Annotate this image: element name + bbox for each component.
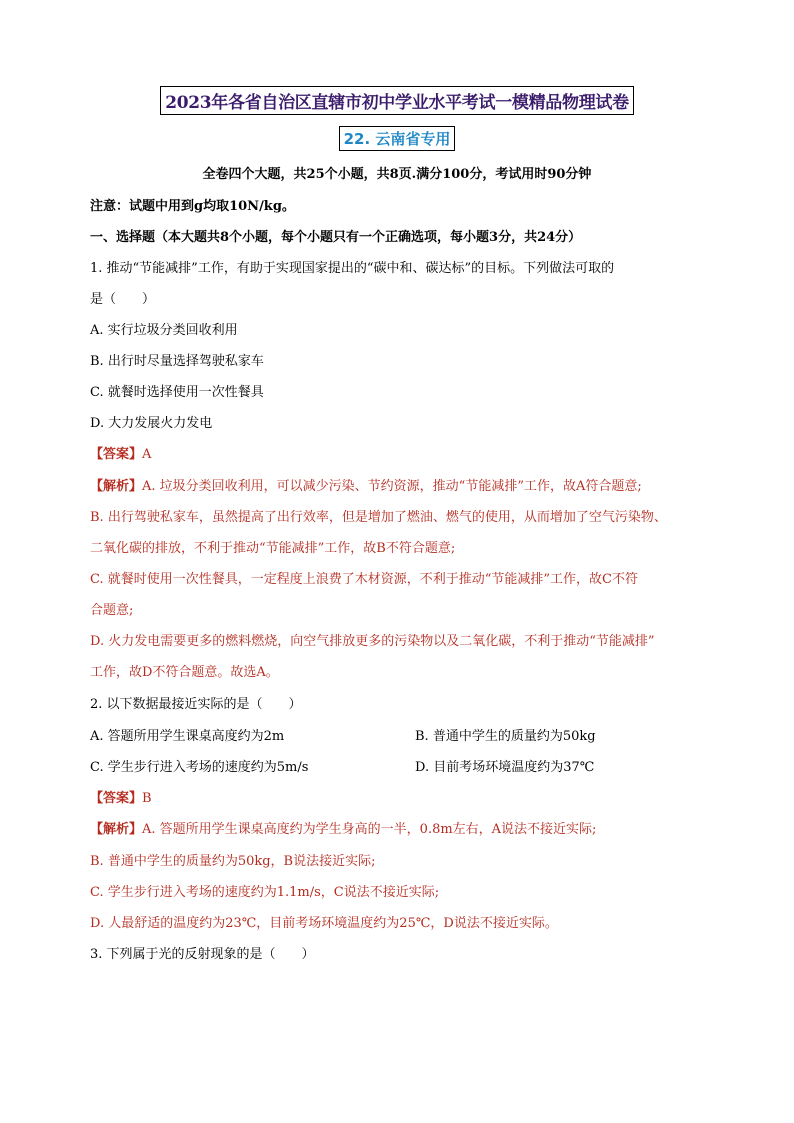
- answer-tag: 【答案】: [90, 791, 143, 806]
- q2-options-row1: [90, 728, 710, 746]
- analysis-tag: 【解析】: [90, 479, 143, 494]
- q1-option-d: D. 大力发展火力发电: [90, 416, 213, 431]
- analysis-text: A. 垃圾分类回收利用，可以减少污染、节约资源，推动“节能减排”工作，故A符合题意;: [142, 479, 642, 494]
- q1-option-b: B. 出行时尽量选择驾驶私家车: [90, 354, 264, 369]
- answer-value: A: [142, 447, 152, 462]
- answer-tag: 【答案】: [90, 447, 143, 462]
- q1-analysis-5: 合题意;: [90, 603, 134, 618]
- q2-analysis-3: C. 学生步行进入考场的速度约为1.1m/s，C说法不接近实际;: [90, 885, 440, 900]
- analysis-text: A. 答题所用学生课桌高度约为学生身高的一半，0.8m左右，A说法不接近实际;: [142, 822, 597, 837]
- section-heading: 一、选择题（本大题共8个小题，每个小题只有一个正确选项，每小题3分，共24分）: [90, 230, 582, 245]
- q1-option-a: A. 实行垃圾分类回收利用: [90, 323, 238, 338]
- q2-answer: [90, 790, 710, 808]
- q1-stem-line1: 1. 推动“节能减排”工作，有助于实现国家提出的“碳中和、碳达标”的目标。下列做法可取的: [90, 261, 615, 276]
- q1-stem-line2: 是（ ）: [90, 292, 156, 307]
- exam-summary: 全卷四个大题，共25个小题，共8页.满分100分，考试用时90分钟: [202, 167, 592, 182]
- subtitle-area: [0, 126, 794, 151]
- exam-note: 注意：试题中用到g均取10N/kg。: [90, 199, 295, 214]
- q1-answer: [90, 446, 710, 464]
- q2-option-c: C. 学生步行进入考场的速度约为5m/s: [90, 760, 309, 775]
- q1-analysis-2: B. 出行驾驶私家车，虽然提高了出行效率，但是增加了燃油、燃气的使用，从而增加了空气污染物、: [90, 510, 667, 525]
- q2-analysis-1: [90, 821, 710, 839]
- title-area: [0, 86, 794, 115]
- q2-options-row2: [90, 759, 710, 777]
- answer-value: B: [142, 791, 152, 806]
- q1-analysis-4: C. 就餐时使用一次性餐具，一定程度上浪费了木材资源，不利于推动“节能减排”工作，故C不符: [90, 572, 638, 587]
- q1-analysis-7: 工作，故D不符合题意。故选A。: [90, 665, 279, 680]
- analysis-tag: 【解析】: [90, 822, 143, 837]
- q2-option-a: A. 答题所用学生课桌高度约为2m: [90, 729, 285, 744]
- q2-option-d: D. 目前考场环境温度约为37℃: [415, 760, 595, 775]
- q2-stem: 2. 以下数据最接近实际的是（ ）: [90, 697, 302, 712]
- q2-analysis-4: D. 人最舒适的温度约为23℃，目前考场环境温度约为25℃，D说法不接近实际。: [90, 916, 558, 931]
- q1-analysis-6: D. 火力发电需要更多的燃料燃烧，向空气排放更多的污染物以及二氧化碳，不利于推动“节能减排”: [90, 634, 655, 649]
- q1-analysis-1: [90, 478, 710, 496]
- q1-analysis-3: 二氧化碳的排放，不利于推动“节能减排”工作，故B不符合题意;: [90, 541, 456, 556]
- page-title: 2023年各省自治区直辖市初中学业水平考试一模精品物理试卷: [160, 86, 634, 115]
- q2-analysis-2: B. 普通中学生的质量约为50kg，B说法接近实际;: [90, 854, 376, 869]
- q1-option-c: C. 就餐时选择使用一次性餐具: [90, 385, 264, 400]
- page-subtitle: 22. 云南省专用: [339, 126, 456, 151]
- q3-stem: 3. 下列属于光的反射现象的是（ ）: [90, 947, 315, 962]
- q2-option-b: B. 普通中学生的质量约为50kg: [415, 729, 596, 744]
